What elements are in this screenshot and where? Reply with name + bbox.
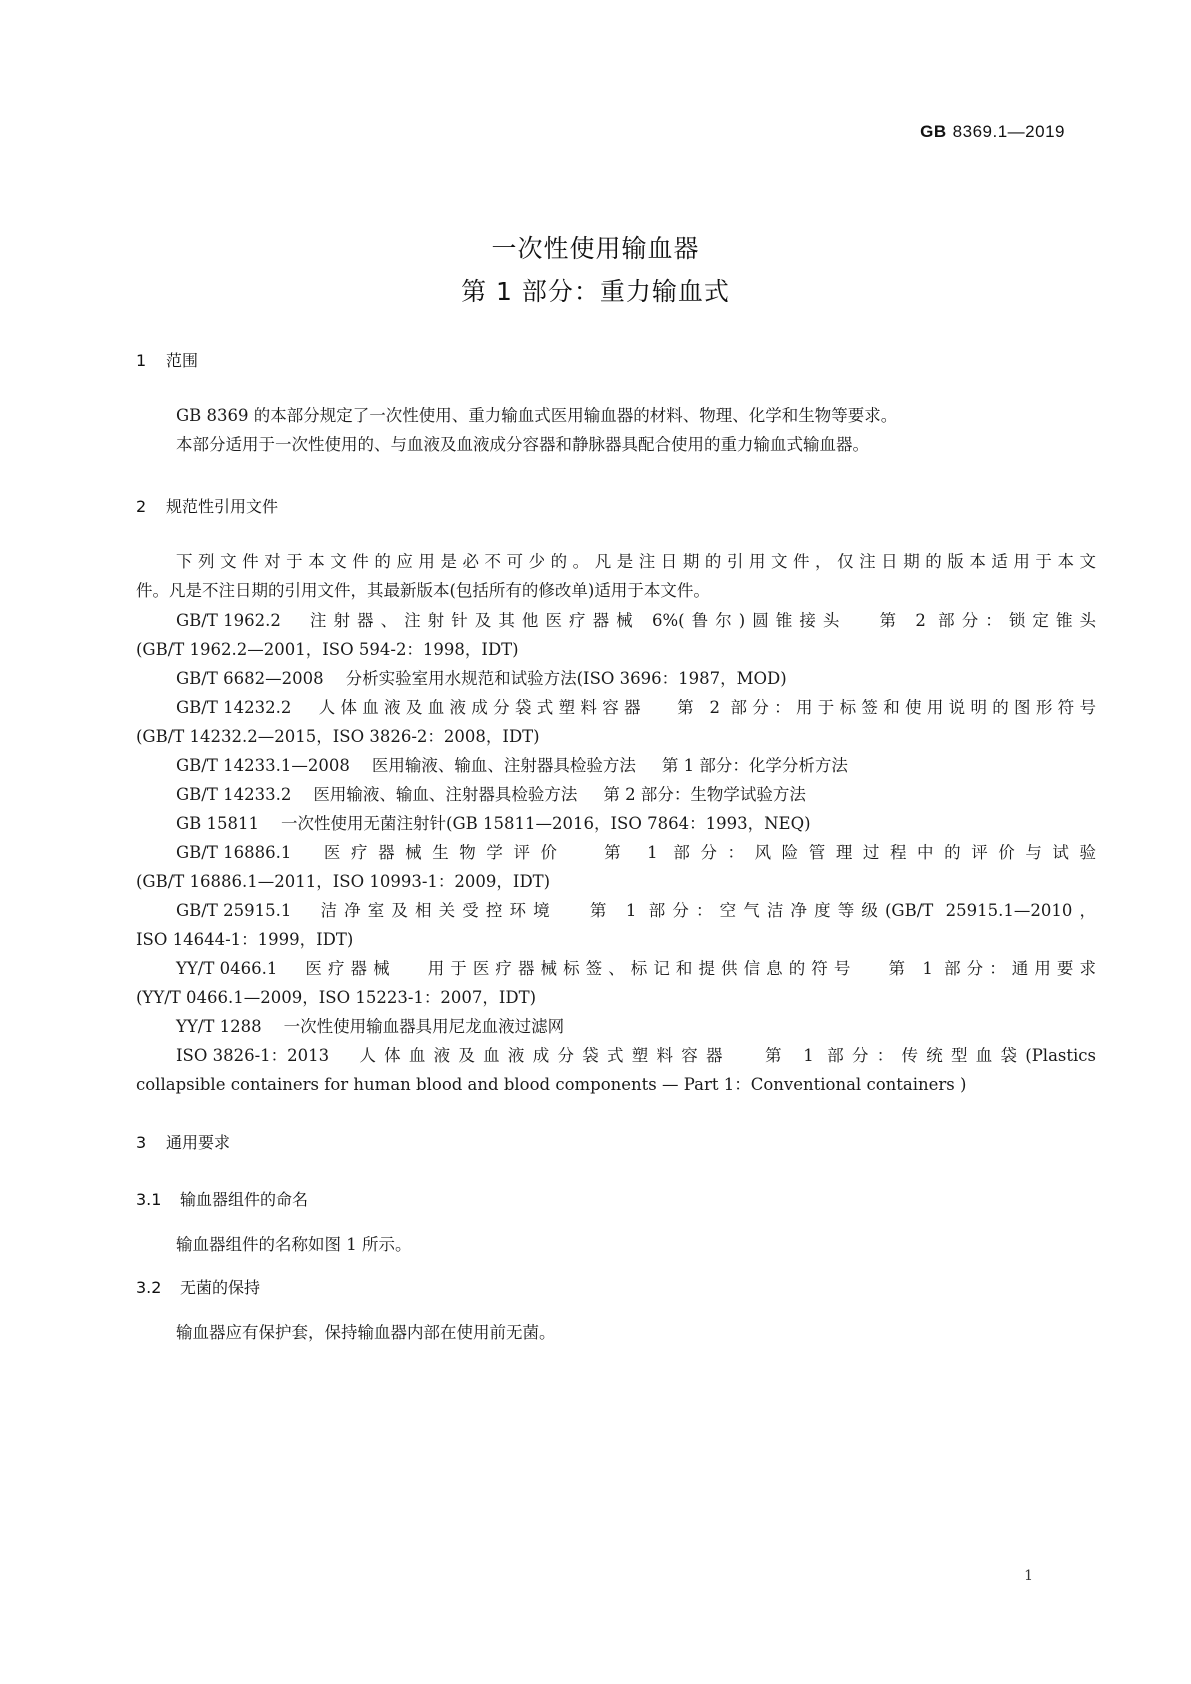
reference-code: GB/T 16886.1 (176, 843, 292, 862)
reference-title: 人体血液及血液成分袋式塑料容器 (351, 1046, 731, 1065)
section-2-heading (136, 494, 278, 517)
reference-title: 医用输液、输血、注射器具检验方法 (313, 785, 578, 804)
reference-code: YY/T 1288 (176, 1017, 262, 1036)
reference-title: 一次性使用输血器具用尼龙血液过滤网 (283, 1017, 565, 1036)
reference-item (136, 781, 1096, 805)
reference-item (136, 839, 1096, 863)
reference-continuation: (GB/T 1962.2—2001，ISO 594-2：1998，IDT) (136, 640, 519, 659)
reference-code: YY/T 0466.1 (176, 959, 278, 978)
reference-code: GB/T 1962.2 (176, 611, 281, 630)
reference-item (136, 694, 1096, 718)
section-3-heading (136, 1130, 230, 1153)
reference-code: ISO 3826-1：2013 (176, 1046, 330, 1065)
reference-part: 第 2 部分：用于标签和使用说明的图形符号 (671, 698, 1096, 717)
page-number: 1 (1024, 1568, 1033, 1584)
document-subtitle: 第 1 部分：重力输血式 (461, 277, 730, 306)
section-number: 2 (136, 497, 147, 516)
section-3-2-heading (136, 1275, 260, 1298)
section-title: 通用要求 (166, 1133, 231, 1152)
reference-code: GB/T 25915.1 (176, 901, 292, 920)
reference-item (136, 752, 1096, 776)
standard-code: 8369.1—2019 (952, 122, 1065, 141)
section-title: 规范性引用文件 (166, 497, 279, 516)
section-2-intro-line-2: 件。凡是不注日期的引用文件，其最新版本(包括所有的修改单)适用于本文件。 (136, 581, 710, 600)
reference-title: 分析实验室用水规范和试验方法(ISO 3696：1987，MOD) (345, 669, 787, 688)
reference-continuation: collapsible containers for human blood and blood components — Part 1：Conventional containers ) (136, 1075, 967, 1094)
reference-part-2: 第 1 部分：通用要求 (882, 959, 1096, 978)
section-3-1-text: 输血器组件的名称如图 1 所示。 (176, 1235, 412, 1254)
section-number: 3 (136, 1133, 147, 1152)
section-2-intro-line-1: 下列文件对于本文件的应用是必不可少的。凡是注日期的引用文件，仅注日期的版本适用于本文 (176, 552, 1096, 571)
reference-item (136, 955, 1096, 979)
reference-item (136, 897, 1096, 921)
reference-title: 医用输液、输血、注射器具检验方法 (371, 756, 636, 775)
reference-part: 第 1 部分：化学分析方法 (661, 756, 848, 775)
reference-code: GB/T 6682—2008 (176, 669, 324, 688)
section-1-para-2: 本部分适用于一次性使用的、与血液及血液成分容器和静脉器具配合使用的重力输血式输血器。 (176, 435, 869, 454)
reference-code: GB/T 14233.2 (176, 785, 292, 804)
reference-title: 洁净室及相关受控环境 (313, 901, 557, 920)
section-1-para-1: GB 8369 的本部分规定了一次性使用、重力输血式医用输血器的材料、物理、化学和生物等要求。 (176, 406, 898, 425)
reference-code: GB 15811 (176, 814, 260, 833)
reference-continuation: (YY/T 0466.1—2009，ISO 15223-1：2007，IDT) (136, 988, 537, 1007)
reference-continuation: (GB/T 14232.2—2015，ISO 3826-2：2008，IDT) (136, 727, 540, 746)
reference-part: 第 1 部分：传统型血袋(Plastics (756, 1046, 1096, 1065)
reference-title: 一次性使用无菌注射针(GB 15811—2016，ISO 7864：1993，NEQ) (281, 814, 811, 833)
standard-number (920, 122, 1065, 142)
reference-title: 医疗器械生物学评价 (313, 843, 568, 862)
section-1-heading (136, 348, 198, 371)
section-number: 3.1 (136, 1190, 162, 1209)
reference-part: 第 1 部分：风险管理过程中的评价与试验 (593, 843, 1096, 862)
reference-part: 第 2 部分：生物学试验方法 (603, 785, 806, 804)
reference-title: 医疗器械 (299, 959, 396, 978)
reference-item (136, 1042, 1096, 1066)
reference-part: 第 1 部分：空气洁净度等级(GB/T 25915.1—2010， (582, 901, 1096, 920)
document-title: 一次性使用输血器 (491, 234, 700, 263)
section-number: 1 (136, 351, 147, 370)
reference-title: 人体血液及血液成分袋式塑料容器 (313, 698, 646, 717)
section-title: 输血器组件的命名 (180, 1190, 309, 1209)
reference-item (136, 665, 1096, 689)
reference-item (136, 607, 1096, 631)
section-3-1-heading (136, 1187, 308, 1210)
reference-continuation: ISO 14644-1：1999，IDT) (136, 930, 354, 949)
section-title: 范围 (166, 351, 199, 370)
reference-part: 第 2 部分：锁定锥头 (872, 611, 1096, 630)
reference-title: 注射器、注射针及其他医疗器械 6%(鲁尔)圆锥接头 (302, 611, 847, 630)
reference-item (136, 1013, 1096, 1037)
reference-code: GB/T 14232.2 (176, 698, 292, 717)
reference-code: GB/T 14233.1—2008 (176, 756, 350, 775)
reference-continuation: (GB/T 16886.1—2011，ISO 10993-1：2009，IDT) (136, 872, 551, 891)
section-3-2-text: 输血器应有保护套，保持输血器内部在使用前无菌。 (176, 1323, 556, 1342)
standard-prefix: GB (920, 122, 947, 141)
reference-item (136, 810, 1096, 834)
reference-part: 用于医疗器械标签、标记和提供信息的符号 (421, 959, 857, 978)
section-number: 3.2 (136, 1278, 162, 1297)
section-title: 无菌的保持 (180, 1278, 261, 1297)
